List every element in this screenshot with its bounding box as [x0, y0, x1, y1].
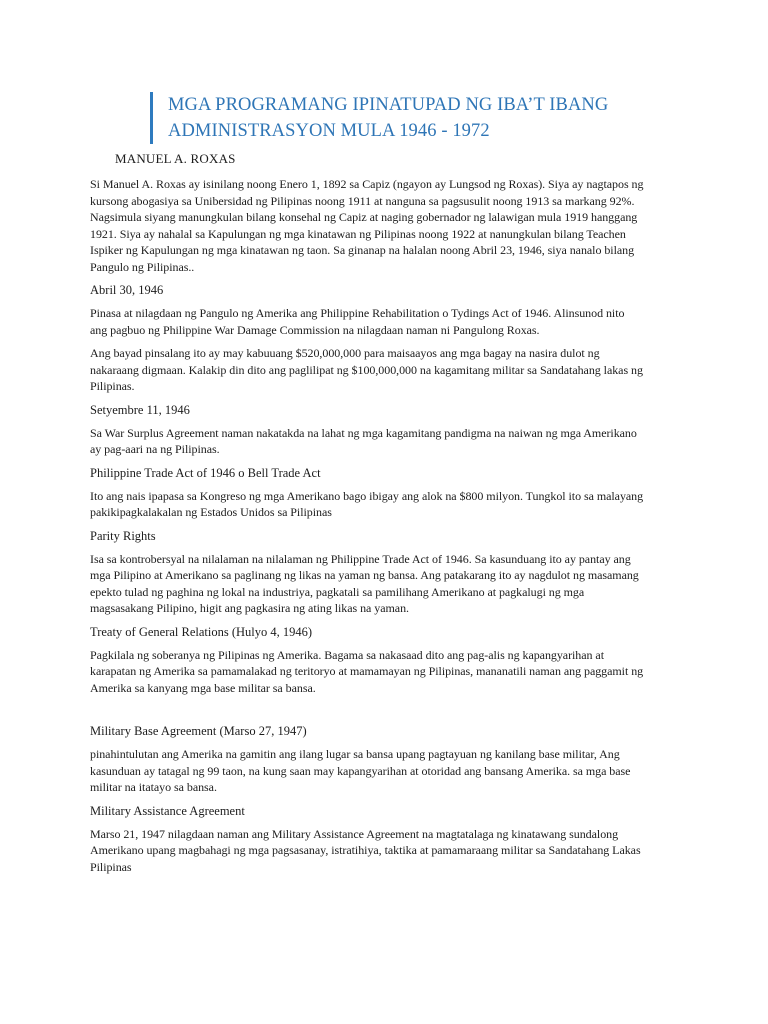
document-title-line-2: ADMINISTRASYON MULA 1946 - 1972	[168, 121, 490, 141]
text-line: Pagkilala ng soberanya ng Pilipinas ng Amerika. Bagama sa nakasaad dito ang pag-alis ng kapangyarihan at	[90, 647, 604, 662]
document-section	[90, 624, 682, 724]
text-line: pakikipagkalakalan ng Estados Unidos sa Pilipinas	[90, 505, 332, 519]
document-subtitle: MANUEL A. ROXAS	[115, 151, 236, 166]
section-heading: Treaty of General Relations (Hulyo 4, 1946)	[90, 624, 313, 639]
text-line: Amerika sa kanyang mga base militar sa bansa.	[90, 680, 316, 695]
document-section	[90, 282, 682, 395]
document-section	[90, 402, 682, 458]
text-line: Ito ang nais ipapasa sa Kongreso ng mga Amerikano bago ibigay ang alok na $800 milyon. Tungkol ito sa malayang	[90, 488, 644, 503]
section-heading: Parity Rights	[90, 528, 156, 543]
text-line: 1921. Siya ay nahalal sa Kapulungan ng mga kinatawan ng Pilipinas noong 1922 at nanungkulan bilang Teachen	[90, 226, 626, 241]
text-line: ay pag-aari na ng Pilipinas.	[90, 442, 220, 456]
section-paragraph	[90, 345, 682, 395]
document-section	[90, 465, 682, 521]
section-paragraph	[90, 425, 682, 458]
text-line: Pilipinas.	[90, 379, 135, 393]
text-line: Pinasa at nilagdaan ng Pangulo ng Amerika ang Philippine Rehabilitation o Tydings Act of 1946. Alinsunod nito	[90, 306, 625, 320]
text-line: Pilipinas	[90, 859, 132, 874]
text-line: Marso 21, 1947 nilagdaan naman ang Military Assistance Agreement na magtatalaga ng kinatawang sundalong	[90, 826, 619, 841]
section-paragraph	[90, 305, 682, 338]
document-section	[90, 803, 682, 876]
text-line: Amerikano upang magbahagi ng mga pagsasanay, istratihiya, taktika at pamamaraang militar sa Sandatahang Lakas	[90, 843, 641, 857]
text-line: karapatan ng Amerika sa pamamalakad ng teritoryo at mamamayan ng Pilipinas, mananatili naman ang paggamit ng	[90, 664, 644, 678]
section-paragraph	[90, 746, 682, 796]
section-paragraph	[90, 826, 682, 876]
text-line: kursong abogasiya sa Unibersidad ng Pilipinas noong 1911 at nanguna sa pagsusulit noong 1913 sa markang 92%.	[90, 193, 635, 208]
text-line: Isa sa kontrobersyal na nilalaman na nilalaman ng Philippine Trade Act of 1946. Sa kasunduang ito ay pantay ang	[90, 551, 631, 566]
section-heading: Military Base Agreement (Marso 27, 1947)	[90, 724, 307, 738]
document-title	[150, 92, 688, 144]
section-paragraph	[90, 551, 682, 617]
text-line: ang pagbuo ng Philippine War Damage Commission na nilagdaan naman ni Pangulong Roxas.	[90, 322, 540, 337]
document-body	[90, 150, 682, 882]
section-heading: Setyembre 11, 1946	[90, 402, 190, 417]
text-line: Nagsimula siyang manungkulan bilang konsehal ng Capiz at naging gobernador ng lalawigan mula 1919 hanggang	[90, 210, 638, 224]
text-line: Ispiker ng Kapulungan ng mga kinatawan ng taon. Sa ginanap na halalan noong Abril 23, 1946, siya nanalo bilang	[90, 243, 635, 257]
text-line: Pangulo ng Pilipinas..	[90, 259, 195, 274]
text-line: nakaraang digmaan. Kalakip din dito ang paglilipat ng $100,000,000 na kagamitang militar sa Sandatahang lakas ng	[90, 362, 643, 377]
section-spacer	[90, 703, 682, 723]
text-line: Sa War Surplus Agreement naman nakatakda na lahat ng mga kagamitang pandigma na naiwan ng mga Amerikano	[90, 425, 637, 440]
section-heading: Philippine Trade Act of 1946 o Bell Trade Act	[90, 465, 321, 480]
text-line: magsasakang Pilipino, higit ang pagkasira ng ating likas na yaman.	[90, 601, 409, 615]
text-line: Ang bayad pinsalang ito ay may kabuuang $520,000,000 para maisaayos ang mga bagay na nasira dulot ng	[90, 346, 600, 360]
section-paragraph	[90, 647, 682, 697]
section-paragraph	[90, 488, 682, 521]
text-line: epekto tulad ng paghina ng lokal na industriya, pagkatali sa pamilihang Amerikano at pagkalugi ng mga	[90, 584, 585, 599]
text-line: militar na itatayo sa bansa.	[90, 780, 217, 794]
document-title-line-1: MGA PROGRAMANG IPINATUPAD NG IBA’T IBANG	[168, 95, 609, 115]
text-line: mga Pilipino at Amerikano sa paglinang ng likas na yaman ng bansa. Ang patakarang ito ay nagdulot ng masamang	[90, 568, 639, 582]
section-heading: Abril 30, 1946	[90, 283, 164, 297]
document-section	[90, 528, 682, 617]
text-line: kasunduan ay tatagal ng 99 taon, na kung saan may kapangyarihan at otoridad ang bansang Amerika. sa mga base	[90, 763, 631, 778]
section-heading: Military Assistance Agreement	[90, 803, 245, 818]
intro-paragraph	[90, 176, 682, 275]
text-line: pinahintulutan ang Amerika na gamitin ang ilang lugar sa bansa upang pagtayuan ng kanilang base militar, Ang	[90, 747, 620, 761]
sections-container	[90, 282, 682, 875]
text-line: Si Manuel A. Roxas ay isinilang noong Enero 1, 1892 sa Capiz (ngayon ay Lungsod ng Roxas). Siya ay nagtapos ng	[90, 177, 644, 191]
document-section	[90, 723, 682, 796]
